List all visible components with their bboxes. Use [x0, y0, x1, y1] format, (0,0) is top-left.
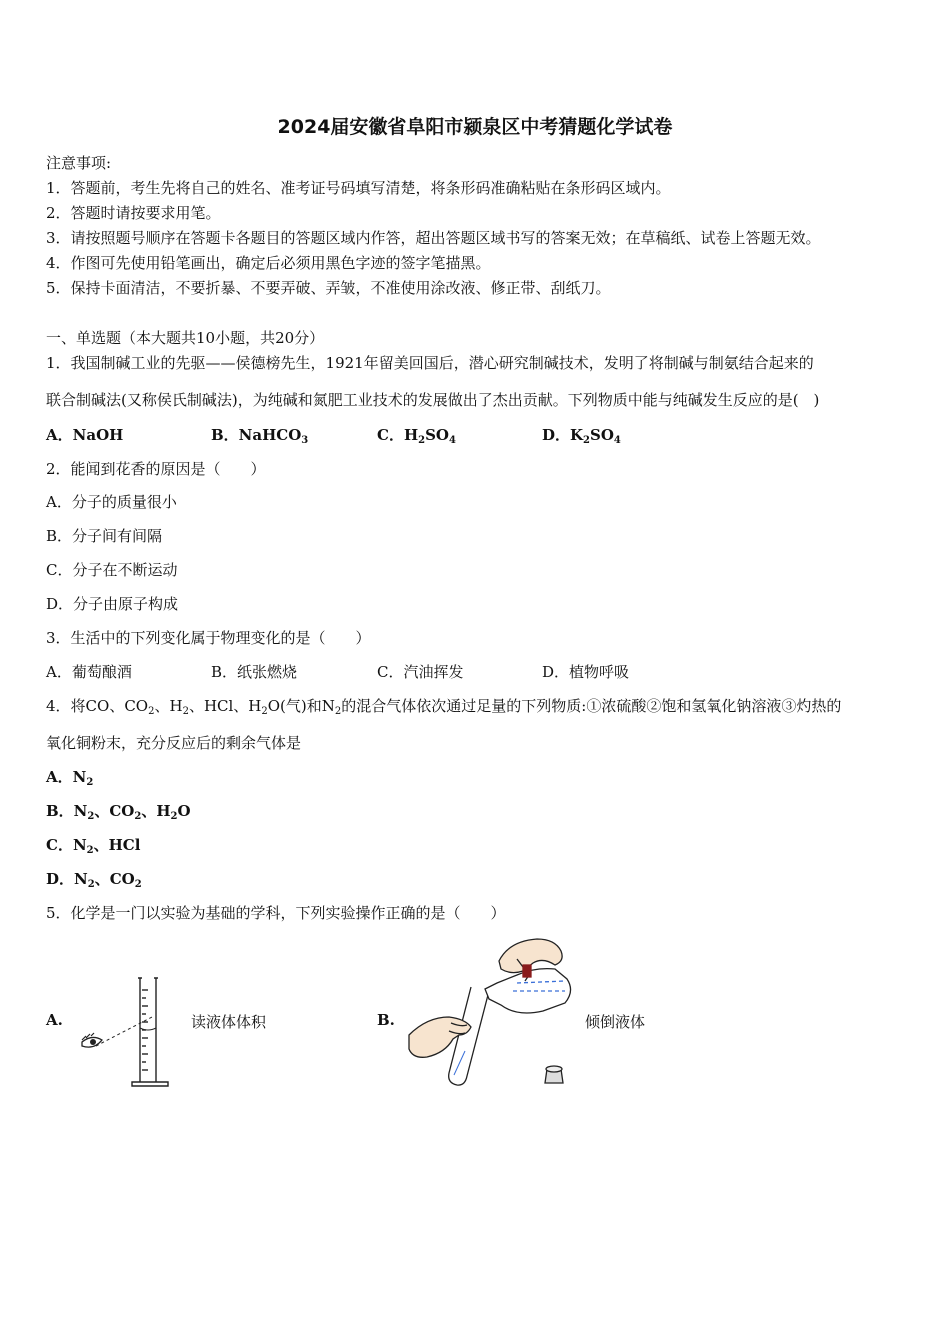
q1-stem-line1: 1．我国制碱工业的先驱——侯德榜先生，1921年留美回国后，潜心研究制碱技术，发明了将制碱与制氨结合起来的 — [46, 354, 814, 372]
q1-option-c: C．$H_2SO_4$ — [377, 426, 456, 446]
q5-option-b-text: 倾倒液体 — [585, 1013, 646, 1031]
note-item-3: 3．请按照题号顺序在答题卡各题目的答题区域内作答，超出答题区域书写的答案无效；在草稿纸、试卷上答题无效。 — [46, 229, 821, 247]
section-heading: 一、单选题（本大题共10小题，共20分） — [46, 329, 325, 347]
q1-option-d: D．$K_2SO_4$ — [542, 426, 621, 446]
q4-option-b: B．$N_2$、$CO_2$、$H_2O$ — [46, 802, 191, 822]
q2-option-a: A．分子的质量很小 — [46, 493, 177, 511]
note-item-2: 2．答题时请按要求用笔。 — [46, 204, 221, 222]
q1-stem-line2: 联合制碱法(又称侯氏制碱法)，为纯碱和氮肥工业技术的发展做出了杰出贡献。下列物质中能与纯碱发生反应的是( ) — [46, 391, 820, 409]
q5-stem: 5．化学是一门以实验为基础的学科，下列实验操作正确的是（ ） — [46, 904, 506, 922]
q5-option-a-text: 读液体体积 — [191, 1013, 267, 1031]
eye-icon — [82, 1033, 102, 1047]
q3-option-d: D．植物呼吸 — [542, 663, 630, 681]
q2-stem: 2．能闻到花香的原因是（ ） — [46, 460, 266, 478]
notes-heading: 注意事项: — [46, 154, 112, 172]
q4-stem-line1: 4．将CO、$CO_2$、$H_2$、HCl、$H_2O$(气)和$N_2$的混合气体依次通过足量的下列物质:①浓硫酸②饱和氢氧化钠溶液③灼热的 — [46, 697, 842, 717]
q5-option-b-label: B. — [377, 1011, 395, 1029]
note-item-1: 1．答题前，考生先将自己的姓名、准考证号码填写清楚，将条形码准确粘贴在条形码区域内。 — [46, 179, 671, 197]
q1-option-a: A．NaOH — [46, 426, 124, 444]
note-item-5: 5．保持卡面清洁，不要折暴、不要弄破、弄皱，不准使用涂改液、修正带、刮纸刀。 — [46, 279, 611, 297]
q4-option-a: A．$N_2$ — [46, 768, 94, 788]
q1-option-b: B．NaHCO$_3$ — [211, 426, 309, 446]
q2-option-c: C．分子在不断运动 — [46, 561, 178, 579]
q3-stem: 3．生活中的下列变化属于物理变化的是（ ） — [46, 629, 371, 647]
q3-option-c: C．汽油挥发 — [377, 663, 464, 681]
q2-option-b: B．分子间有间隔 — [46, 527, 163, 545]
q3-option-b: B．纸张燃烧 — [211, 663, 298, 681]
q4-option-c: C．$N_2$、HCl — [46, 836, 141, 856]
measuring-cylinder-figure — [78, 970, 178, 1095]
q4-option-d: D．$N_2$、$CO_2$ — [46, 870, 142, 890]
q3-option-a: A．葡萄酿酒 — [46, 663, 132, 681]
q5-option-a-label: A. — [46, 1011, 63, 1029]
note-item-4: 4．作图可先使用铅笔画出，确定后必须用黑色字迹的签字笔描黑。 — [46, 254, 491, 272]
q2-option-d: D．分子由原子构成 — [46, 595, 179, 613]
pouring-liquid-figure — [405, 935, 590, 1095]
page-title: 2024届安徽省阜阳市颍泉区中考猜题化学试卷 — [277, 116, 673, 138]
q4-stem-line2: 氧化铜粉末，充分反应后的剩余气体是 — [46, 734, 302, 752]
